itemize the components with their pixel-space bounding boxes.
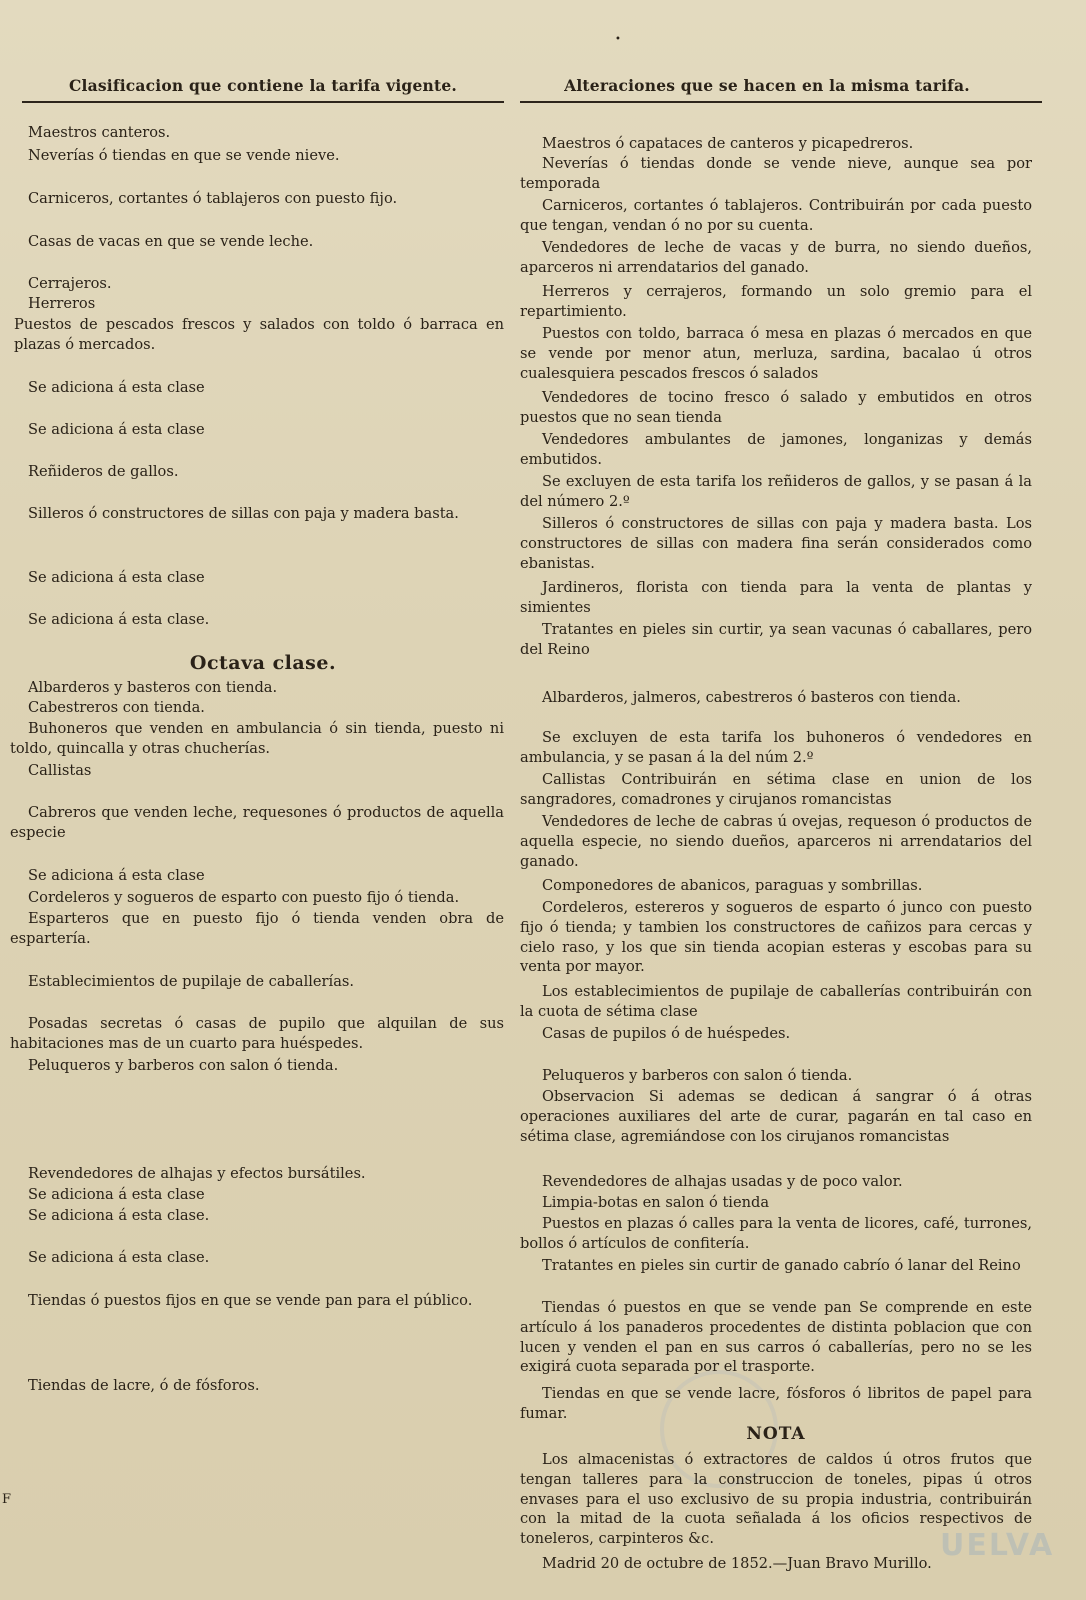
right-entry: Peluqueros y barberos con salon ó tienda. <box>542 1067 853 1084</box>
left-entry: Cerrajeros. <box>28 275 112 292</box>
left-entry: Herreros <box>28 295 96 312</box>
left-entry: Se adiciona á esta clase <box>28 867 205 884</box>
left-entry: Se adiciona á esta clase. <box>28 1207 210 1224</box>
left-entry: Maestros canteros. <box>28 124 171 141</box>
left-entry: Posadas secretas ó casas de pupilo que alquilan de sus habitaciones mas de un cuarto para huéspedes. <box>10 1015 504 1052</box>
right-entry: Silleros ó constructores de sillas con paja y madera basta. Los constructores de sillas con madera fina serán considerados como ebanistas. <box>520 515 1032 572</box>
right-entry: Vendedores de leche de cabras ú ovejas, requeson ó productos de aquella especie, no siendo dueños, aparceros ni arrendatarios del ganado. <box>520 813 1032 870</box>
right-entry: Se excluyen de esta tarifa los buhoneros ó vendedores en ambulancia, y se pasan á la del núm 2.º <box>520 729 1032 766</box>
library-stamp: UELVA <box>940 1528 1055 1563</box>
right-entry: Tiendas en que se vende lacre, fósforos ó libritos de papel para fumar. <box>520 1385 1032 1422</box>
left-entry: Cordeleros y sogueros de esparto con puesto fijo ó tienda. <box>28 889 460 906</box>
left-entry: Reñideros de gallos. <box>28 463 179 480</box>
right-entry: Casas de pupilos ó de huéspedes. <box>542 1025 791 1042</box>
right-column-heading: Alteraciones que se hacen en la misma tarifa. <box>564 76 970 95</box>
left-entry: Establecimientos de pupilaje de caballerías. <box>28 973 355 990</box>
left-entry: Silleros ó constructores de sillas con paja y madera basta. <box>28 505 459 522</box>
left-entry: Buhoneros que venden en ambulancia ó sin tienda, puesto ni toldo, quincalla y otras chucherías. <box>10 720 504 757</box>
left-entry: Se adiciona á esta clase <box>28 1186 205 1203</box>
left-entry: Se adiciona á esta clase. <box>28 611 210 628</box>
right-entry: Callistas Contribuirán en sétima clase en union de los sangradores, comadrones y cirujanos romancistas <box>520 771 1032 808</box>
left-entry: Esparteros que en puesto fijo ó tienda venden obra de espartería. <box>10 910 504 947</box>
right-entry: Revendedores de alhajas usadas y de poco valor. <box>542 1173 903 1190</box>
right-entry: Tratantes en pieles sin curtir de ganado cabrío ó lanar del Reino <box>542 1257 1021 1274</box>
right-entry: Carniceros, cortantes ó tablajeros. Contribuirán por cada puesto que tengan, vendan ó no por su cuenta. <box>520 197 1032 234</box>
left-entry: Se adiciona á esta clase <box>28 569 205 586</box>
right-entry: Vendedores de leche de vacas y de burra, no siendo dueños, aparceros ni arrendatarios del ganado. <box>520 239 1032 276</box>
right-entry: Componedores de abanicos, paraguas y sombrillas. <box>542 877 923 894</box>
left-entry: Se adiciona á esta clase <box>28 421 205 438</box>
section-title: Octava clase. <box>189 652 337 674</box>
left-entry: Callistas <box>28 762 92 779</box>
signature-line: Madrid 20 de octubre de 1852.—Juan Bravo Murillo. <box>542 1555 932 1572</box>
right-entry: Vendedores de tocino fresco ó salado y embutidos en otros puestos que no sean tienda <box>520 389 1032 426</box>
right-entry: Tiendas ó puestos en que se vende pan Se comprende en este artículo á los panaderos procedentes de distinta poblacion que con lucen y venden el pan en sus carros ó caballerías, pero no se les exigirá cuota separada por el trasporte. <box>520 1299 1032 1376</box>
right-entry: Neverías ó tiendas donde se vende nieve, aunque sea por temporada <box>520 155 1032 192</box>
left-entry: Se adiciona á esta clase. <box>28 1249 210 1266</box>
right-entry: Limpia-botas en salon ó tienda <box>542 1194 770 1211</box>
left-entry: Cabreros que venden leche, requesones ó productos de aquella especie <box>10 804 504 841</box>
right-entry: Se excluyen de esta tarifa los reñideros de gallos, y se pasan á la del número 2.º <box>520 473 1032 510</box>
left-entry: Puestos de pescados frescos y salados con toldo ó barraca en plazas ó mercados. <box>14 316 504 353</box>
right-entry: Maestros ó capataces de canteros y picapedreros. <box>542 135 914 152</box>
left-entry: Tiendas de lacre, ó de fósforos. <box>28 1377 260 1394</box>
right-entry: Tratantes en pieles sin curtir, ya sean vacunas ó caballares, pero del Reino <box>520 621 1032 658</box>
left-entry: Albarderos y basteros con tienda. <box>28 679 278 696</box>
right-entry: Observacion Si ademas se dedican á sangrar ó á otras operaciones auxiliares del arte de curar, pagarán en tal caso en sétima clase, agremiándose con los cirujanos romancistas <box>520 1088 1032 1145</box>
nota-text: Los almacenistas ó extractores de caldos ú otros frutos que tengan talleres para la construccion de toneles, pipas ú otros envases para el uso exclusivo de su propia industria, contribuirán con la mitad de la cuota señalada á los oficios respectivos de toneleros, carpinteros &c. <box>520 1451 1032 1548</box>
right-entry: Los establecimientos de pupilaje de caballerías contribuirán con la cuota de sétima clase <box>520 983 1032 1020</box>
left-column-heading: Clasificacion que contiene la tarifa vigente. <box>68 76 458 95</box>
left-entry: Casas de vacas en que se vende leche. <box>28 233 314 250</box>
nota-title: NOTA <box>746 1424 806 1444</box>
edge-mark: F <box>2 1492 12 1507</box>
left-entry: Se adiciona á esta clase <box>28 379 205 396</box>
right-entry: Puestos con toldo, barraca ó mesa en plazas ó mercados en que se vende por menor atun, merluza, sardina, bacalao ú otros cualesquiera pescados frescos ó salados <box>520 325 1032 382</box>
left-entry: Carniceros, cortantes ó tablajeros con puesto fijo. <box>28 190 398 207</box>
right-entry: Puestos en plazas ó calles para la venta de licores, café, turrones, bollos ó artículos de confitería. <box>520 1215 1032 1252</box>
right-entry: Cordeleros, estereros y sogueros de esparto ó junco con puesto fijo ó tienda; y tambien los constructores de cañizos para cercas y cielo raso, y los que sin tienda acopian esteras y escobas para su venta por mayor. <box>520 899 1032 976</box>
right-entry: Jardineros, florista con tienda para la venta de plantas y simientes <box>520 579 1032 616</box>
right-heading-rule <box>520 101 1042 103</box>
left-entry: Cabestreros con tienda. <box>28 699 205 716</box>
left-entry: Tiendas ó puestos fijos en que se vende pan para el público. <box>28 1292 473 1309</box>
left-heading-rule <box>22 101 504 103</box>
left-entry: Neverías ó tiendas en que se vende nieve. <box>28 147 340 164</box>
right-entry: Albarderos, jalmeros, cabestreros ó basteros con tienda. <box>542 689 961 706</box>
left-entry: Peluqueros y barberos con salon ó tienda. <box>28 1057 339 1074</box>
print-mark: • <box>615 34 621 45</box>
right-entry: Herreros y cerrajeros, formando un solo gremio para el repartimiento. <box>520 283 1032 320</box>
right-entry: Vendedores ambulantes de jamones, longanizas y demás embutidos. <box>520 431 1032 468</box>
left-entry: Revendedores de alhajas y efectos bursátiles. <box>28 1165 366 1182</box>
